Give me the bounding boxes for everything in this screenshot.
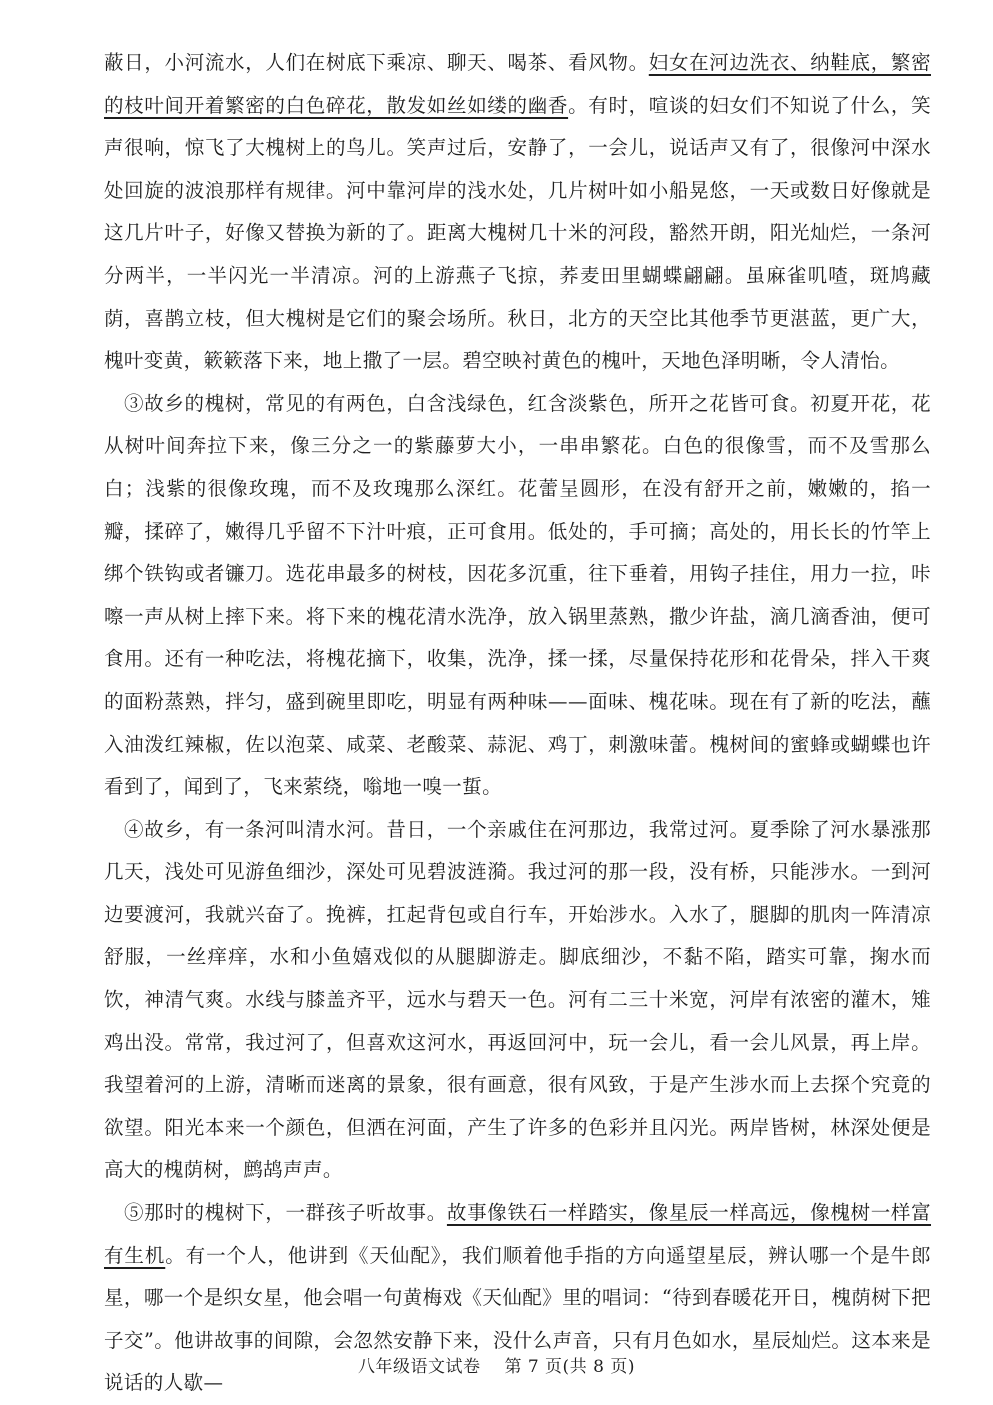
footer-page-number: 第 7 页(共 8 页): [504, 1357, 635, 1377]
article-body: [104, 42, 931, 1405]
text-segment: 蔽日，小河流水，人们在树底下乘凉、聊天、喝茶、看风物。: [104, 51, 649, 74]
text-segment: ⑤那时的槐树下，一群孩子听故事。: [124, 1201, 447, 1225]
paragraph-p3: [104, 383, 931, 809]
paragraph-p2: [104, 42, 931, 383]
text-segment: ③故乡的槐树，常见的有两色，白含浅绿色，红含淡紫色，所开之花皆可食。初夏开花，花从树叶间奔拉下来，像三分之一的紫藤萝大小，一串串繁花。白色的很像雪，而不及雪那么白；浅紫的很像玫瑰，而不及玫瑰那么深红。花蕾呈圆形，在没有舒开之前，嫩嫩的，掐一瓣，揉碎了，嫩得几乎留不下汁叶痕，正可食用。低处的，手可摘；高处的，用长长的竹竿上绑个铁钩或者镰刀。选花串最多的树枝，因花多沉重，往下垂着，用钩子挂住，用力一拉，咔嚓一声从树上摔下来。将下来的槐花清水洗净，放入锅里蒸熟，撒少许盐，滴几滴香油，便可食用。还有一种吃法，将槐花摘下，收集，洗净，揉一揉，尽量保持花形和花骨朵，拌入干爽的面粉蒸熟，拌匀，盛到碗里即吃，明显有两种味——面味、槐花味。现在有了新的吃法，蘸入油泼红辣椒，佐以泡菜、咸菜、老酸菜、蒜泥、鸡丁，刺激味蕾。槐树间的蜜蜂或蝴蝶也许看到了，闻到了，飞来萦绕，嗡地一嗅一蜇。: [104, 391, 931, 799]
text-segment: 。有一个人，他讲到《天仙配》，我们顺着他手指的方向遥望星辰，辨认哪一个是牛郎星，哪一个是织女星，他会唱一句黄梅戏《天仙配》里的唱词：“待到春暖花开日，槐荫树下把子交”。他讲故事的间隙，会忽然安静下来，没什么声音，只有月色如水，星辰灿烂。这本来是说话的人歇—: [104, 1243, 931, 1395]
text-segment: ④故乡，有一条河叫清水河。昔日，一个亲戚住在河那边，我常过河。夏季除了河水暴涨那几天，浅处可见游鱼细沙，深处可见碧波涟漪。我过河的那一段，没有桥，只能涉水。一到河边要渡河，我就兴奋了。挽裤，扛起背包或自行车，开始涉水。入水了，腿脚的肌肉一阵清凉舒服，一丝痒痒，水和小鱼嬉戏似的从腿脚游走。脚底细沙，不黏不陷，踏实可靠，掬水而饮，神清气爽。水线与膝盖齐平，远水与碧天一色。河有二三十米宽，河岸有浓密的灌木，雉鸡出没。常常，我过河了，但喜欢这河水，再返回河中，玩一会儿，看一会儿风景，再上岸。我望着河的上游，清晰而迷离的景象，很有画意，很有风致，于是产生涉水而上去探个究竟的欲望。阳光本来一个颜色，但洒在河面，产生了许多的色彩并且闪光。两岸皆树，林深处便是高大的槐荫树，鹧鸪声声。: [104, 817, 931, 1182]
page-footer: [0, 1352, 993, 1377]
text-segment: 。有时，喧谈的妇女们不知说了什么，笑声很响，惊飞了大槐树上的鸟儿。笑声过后，安静了，一会儿，说话声又有了，很像河中深水处回旋的波浪那样有规律。河中靠河岸的浅水处，几片树叶如小船晃悠，一天或数日好像就是这几片叶子，好像又替换为新的了。距离大槐树几十米的河段，豁然开朗，阳光灿烂，一条河分两半，一半闪光一半清凉。河的上游燕子飞掠，荞麦田里蝴蝶翩翩。虽麻雀叽喳，斑鸠藏荫，喜鹊立枝，但大槐树是它们的聚会场所。秋日，北方的天空比其他季节更湛蓝，更广大，槐叶变黄，簌簌落下来，地上撒了一层。碧空映衬黄色的槐叶，天地色泽明晰，令人清怡。: [104, 93, 932, 373]
footer-subject: 八年级语文试卷: [358, 1357, 481, 1377]
underlined-sentence: 妇女在河边洗衣、纳鞋底，繁密的枝叶间开着繁密的白色碎花，散发如丝如缕的幽香: [104, 51, 931, 117]
underlined-sentence: 故事像铁石一样踏实，像星辰一样高远，像槐树一样富有生机: [104, 1201, 932, 1267]
paragraph-p4: [104, 809, 931, 1192]
